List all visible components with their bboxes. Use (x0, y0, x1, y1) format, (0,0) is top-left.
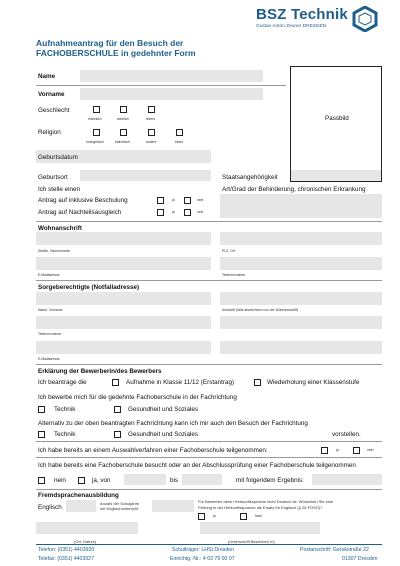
religion-evangelisch-checkbox[interactable] (93, 129, 100, 136)
besucht-ja-von-label: ja, von (92, 477, 111, 484)
technik-label: Technik (54, 406, 76, 413)
alt-gesundheit-checkbox[interactable] (114, 431, 121, 438)
nachteil-nein-label: nein (197, 210, 204, 214)
beschulung-ja-label: ja (172, 198, 175, 202)
gender-divers-checkbox[interactable] (148, 106, 155, 113)
besucht-bis-label: bis (170, 477, 179, 484)
ich-stelle-einen-label: Ich stelle einen (38, 186, 81, 193)
strasse-field[interactable] (36, 232, 211, 245)
besucht-bis-field[interactable] (182, 474, 222, 485)
alt-gesundheit-label: Gesundheit und Soziales (128, 431, 199, 438)
geburtsort-field[interactable] (80, 170, 211, 181)
ergebnis-field[interactable] (312, 474, 382, 485)
besucht-ja-checkbox[interactable] (78, 477, 85, 484)
vorname-label: Vorname (38, 91, 65, 98)
hexagon-logo-icon (352, 6, 378, 32)
anzahl-line1: Anzahl der Schuljahre (100, 501, 140, 506)
footer-telefax: Telefax: (0351) 4403927 (38, 556, 94, 562)
sorge-telefon-label: Telefonnummer (38, 332, 62, 336)
wiederholung-checkbox[interactable] (254, 379, 261, 386)
auswahl-label: Ich habe bereits an einem Auswahlverfahren einer Fachoberschule teilgenommen: (38, 447, 268, 454)
besucht-nein-label: nein (54, 477, 66, 484)
ort-datum-field[interactable] (36, 522, 138, 534)
herkunft-nein-label: Nein (255, 514, 262, 518)
alt-technik-label: Technik (54, 431, 76, 438)
anzahl-field[interactable] (152, 500, 194, 512)
ort-datum-label: (Ort, Datum) (74, 539, 97, 544)
englisch-label: Englisch (38, 504, 62, 511)
besucht-label: Ich habe bereits eine Fachoberschule besucht oder an der Abschlussprüfung einer Fachoberschule teilgenommen (38, 462, 356, 469)
telefon-label: Telefonnummer (222, 273, 246, 277)
religion-evangelisch-label: evangelisch (86, 140, 104, 144)
auswahl-ja-checkbox[interactable] (321, 447, 328, 454)
gesundheit-checkbox[interactable] (114, 406, 121, 413)
behinderung-label: Art/Grad der Behinderung, chronischen Erkrankung (222, 186, 366, 193)
beschulung-nein-checkbox[interactable] (184, 197, 191, 204)
herkunft-ja-checkbox[interactable] (198, 513, 205, 520)
gender-maennlich-label: männlich (88, 117, 102, 121)
religion-keine-checkbox[interactable] (176, 129, 183, 136)
staatsangehoerigkeit-field[interactable] (291, 170, 381, 181)
sorge-name-label: Name, Vorname (38, 308, 63, 312)
name-field[interactable] (80, 70, 263, 82)
form-title-line2: FACHOBERSCHULE in gedehnter Form (36, 48, 196, 58)
passport-photo-box (290, 66, 382, 182)
herkunft-line2: Prüfung in der Herkunftssprache als Ersatz für Englisch (§ 28 FOSO)? (198, 505, 323, 510)
sorge-email-field[interactable] (36, 341, 211, 354)
unterschrift-field[interactable] (200, 522, 320, 534)
aufnahme-checkbox[interactable] (112, 379, 119, 386)
herkunft-ja-label: ja (213, 514, 216, 518)
vorname-field[interactable] (80, 88, 263, 100)
religion-katholisch-label: katholisch (115, 140, 131, 144)
school-logo (256, 6, 382, 40)
nachteil-ja-checkbox[interactable] (157, 209, 164, 216)
religion-keine-label: keine (175, 140, 184, 144)
wiederholung-label: Wiederholung einer Klassenstufe (267, 379, 360, 386)
name-label: Name (38, 73, 56, 80)
anzahl-line2: mit Englischunterricht (100, 506, 139, 511)
email-field[interactable] (36, 257, 211, 270)
footer-telefon: Telefon: (0351) 4403920 (38, 547, 95, 553)
sorge-anschrift-field-3[interactable] (220, 341, 382, 354)
alternativ-label: Alternativ zu der oben beantragten Fachrichtung kann ich mir auch den Besuch der Fachrichtung (38, 420, 308, 427)
auswahl-nein-checkbox[interactable] (353, 447, 360, 454)
sorge-anschrift-field[interactable] (220, 292, 382, 305)
wohnanschrift-header: Wohnanschrift (38, 225, 82, 232)
form-title-line1: Aufnahmeantrag für den Besuch der (36, 38, 184, 48)
gender-weiblich-checkbox[interactable] (120, 106, 127, 113)
beschulung-nein-label: nein (197, 198, 204, 202)
alt-technik-checkbox[interactable] (38, 431, 45, 438)
logo-name: BSZ Technik (256, 6, 348, 23)
technik-checkbox[interactable] (38, 406, 45, 413)
sorge-telefon-field[interactable] (36, 316, 211, 329)
footer-plz: 01307 Dresden (342, 556, 378, 562)
fremdsprachen-header: Fremdsprachenausbildung (38, 492, 119, 499)
religion-andere-label: andere (146, 140, 157, 144)
geburtsdatum-label: Geburtsdatum (38, 154, 78, 161)
footer-schultraeger: Schulträger: LHSt Dresden (172, 547, 234, 553)
email-label: E-Mailadresse (38, 273, 60, 277)
herkunft-nein-checkbox[interactable] (240, 513, 247, 520)
religion-label: Religion (38, 129, 61, 136)
telefon-field[interactable] (220, 257, 382, 270)
nachteil-ja-label: ja (172, 210, 175, 214)
antrag-beschulung-label: Antrag auf inklusive Beschulung (38, 197, 128, 204)
herkunft-line1: Für Bewerber deren Herkunftssprache nicht Deutsch ist: Wünschen Sie eine (198, 499, 334, 504)
sorge-email-label: E-Mailadresse (38, 357, 60, 361)
religion-katholisch-checkbox[interactable] (120, 129, 127, 136)
logo-subtitle: Gustav Anton Zeuner DRESDEN (256, 24, 327, 29)
footer-postanschrift: Postanschrift: Gerokstraße 22 (300, 547, 369, 553)
geburtsort-label: Geburtsort (38, 174, 68, 181)
strasse-label: Straße, Hausnummer (38, 249, 71, 253)
sorge-anschrift-field-2[interactable] (220, 316, 382, 329)
plz-field[interactable] (220, 232, 382, 245)
plz-label: PLZ, Ort (222, 249, 235, 253)
antrag-nachteil-label: Antrag auf Nachteilsausgleich (38, 209, 122, 216)
religion-andere-checkbox[interactable] (148, 129, 155, 136)
photo-label: Passbild (325, 115, 349, 122)
beantrage-label: Ich beantrage die (38, 379, 87, 386)
besucht-von-field[interactable] (124, 474, 166, 485)
beschulung-ja-checkbox[interactable] (157, 197, 164, 204)
auswahl-ja-label: ja (336, 448, 339, 452)
gesundheit-label: Gesundheit und Soziales (128, 406, 199, 413)
erklaerung-header: Erklärung der Bewerberin/des Bewerbers (38, 368, 162, 375)
ergebnis-label: mit folgendem Ergebnis: (236, 477, 304, 484)
gender-maennlich-checkbox[interactable] (93, 106, 100, 113)
unterschrift-label: (Unterschrift Bewerber/ in) (228, 539, 275, 544)
staatsangehoerigkeit-label: Staatsangehörigkeit (222, 174, 278, 181)
gender-divers-label: divers (146, 117, 156, 121)
besucht-nein-checkbox[interactable] (38, 477, 45, 484)
englisch-field[interactable] (66, 500, 96, 512)
sorge-anschrift-label: Anschrift (falls abweichend von der Wohnanschrift) (222, 308, 299, 312)
aufnahme-label: Aufnahme in Klasse 11/12 (Erstantrag) (126, 379, 235, 386)
vorstellen-label: vorstellen. (332, 431, 361, 438)
behinderung-field[interactable] (220, 194, 382, 218)
bewerbe-label: Ich bewerbe mich für die gedehnte Fachoberschule in der Fachrichtung (38, 394, 237, 401)
sorge-name-field[interactable] (36, 292, 211, 305)
footer-einrichtung: Einrichtg.-Nr.: 4 03 79 00 07 (170, 556, 235, 562)
auswahl-nein-label: nein (367, 448, 374, 452)
sorgeberechtigte-header: Sorgeberechtigte (Notfalladresse) (38, 284, 140, 291)
gender-weiblich-label: weiblich (117, 117, 130, 121)
geschlecht-label: Geschlecht (38, 107, 70, 114)
nachteil-nein-checkbox[interactable] (184, 209, 191, 216)
